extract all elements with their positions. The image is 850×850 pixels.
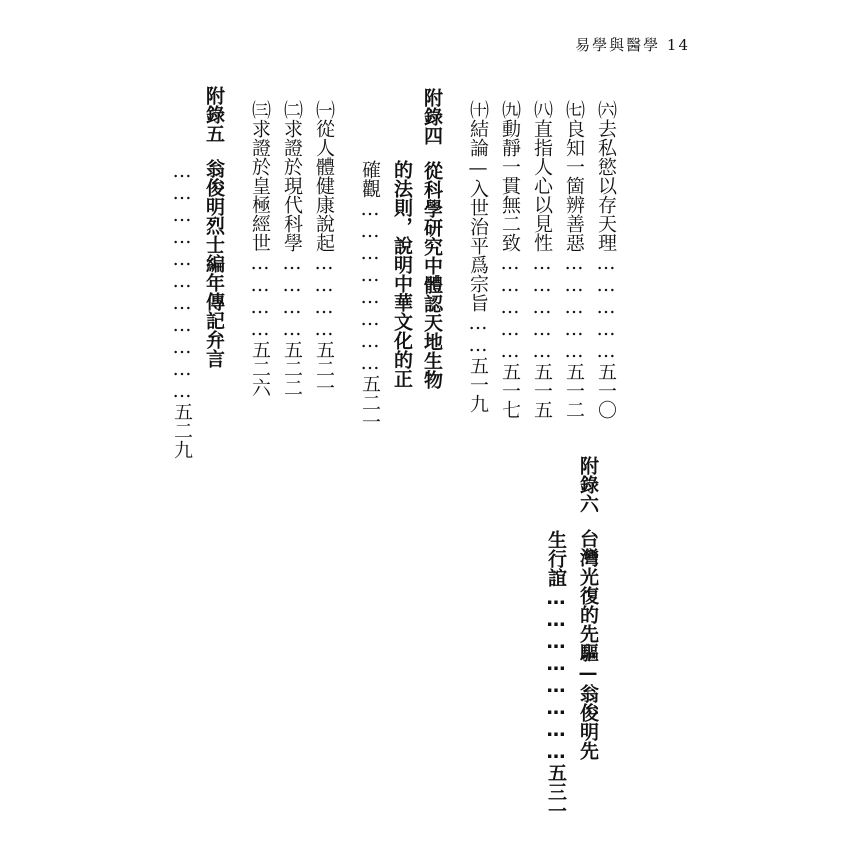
appendix-6-heading — [578, 456, 597, 760]
toc-entry-6: ㈥去私慾以存天理……………五一〇 — [595, 100, 617, 419]
toc-entry-10: ㈩結論—入世治平爲宗旨……五一九 — [467, 100, 489, 413]
appendix-5-label: 附錄五 — [203, 86, 225, 143]
appendix-4-item-1: ㈠從人體健康說起…………五二一 — [313, 100, 335, 397]
toc-entry-8: ㈧直指人心以見性……………五一五 — [531, 100, 553, 419]
appendix-5-heading — [204, 86, 223, 368]
appendix-4-item-3: ㈢求證於皇極經世…………五二六 — [249, 100, 271, 397]
appendix-5-title-line-1: 翁俊明烈士編年傳記弁言 — [203, 159, 225, 368]
appendix-4-item-2: ㈡求證於現代科學…………五二二 — [281, 100, 303, 397]
page-number: 14 — [666, 36, 690, 54]
running-title: 易學與醫學 — [575, 36, 661, 54]
appendix-4-heading — [422, 88, 441, 389]
appendix-4-title-line-3: 確觀……………………五二一 — [359, 160, 381, 431]
appendix-4-label: 附錄四 — [421, 88, 443, 145]
appendix-6-label: 附錄六 — [577, 456, 599, 513]
appendix-5-title-line-2: ……………………………五二九 — [171, 160, 193, 459]
appendix-4-title-line-1: 從科學研究中體認天地生物 — [421, 161, 443, 389]
appendix-4-title-line-2: 的法則，說明中華文化的正 — [391, 160, 413, 388]
appendix-6-title-line-1: 台灣光復的先驅—翁俊明先 — [577, 529, 599, 760]
appendix-6-title-line-2: 生行誼……………………五三一 — [545, 530, 567, 820]
toc-entry-9: ㈨動靜一貫無二致……………五一七 — [499, 100, 521, 419]
toc-entry-7: ㈦良知一箇辨善惡……………五一二 — [563, 100, 585, 419]
running-head — [575, 34, 690, 55]
